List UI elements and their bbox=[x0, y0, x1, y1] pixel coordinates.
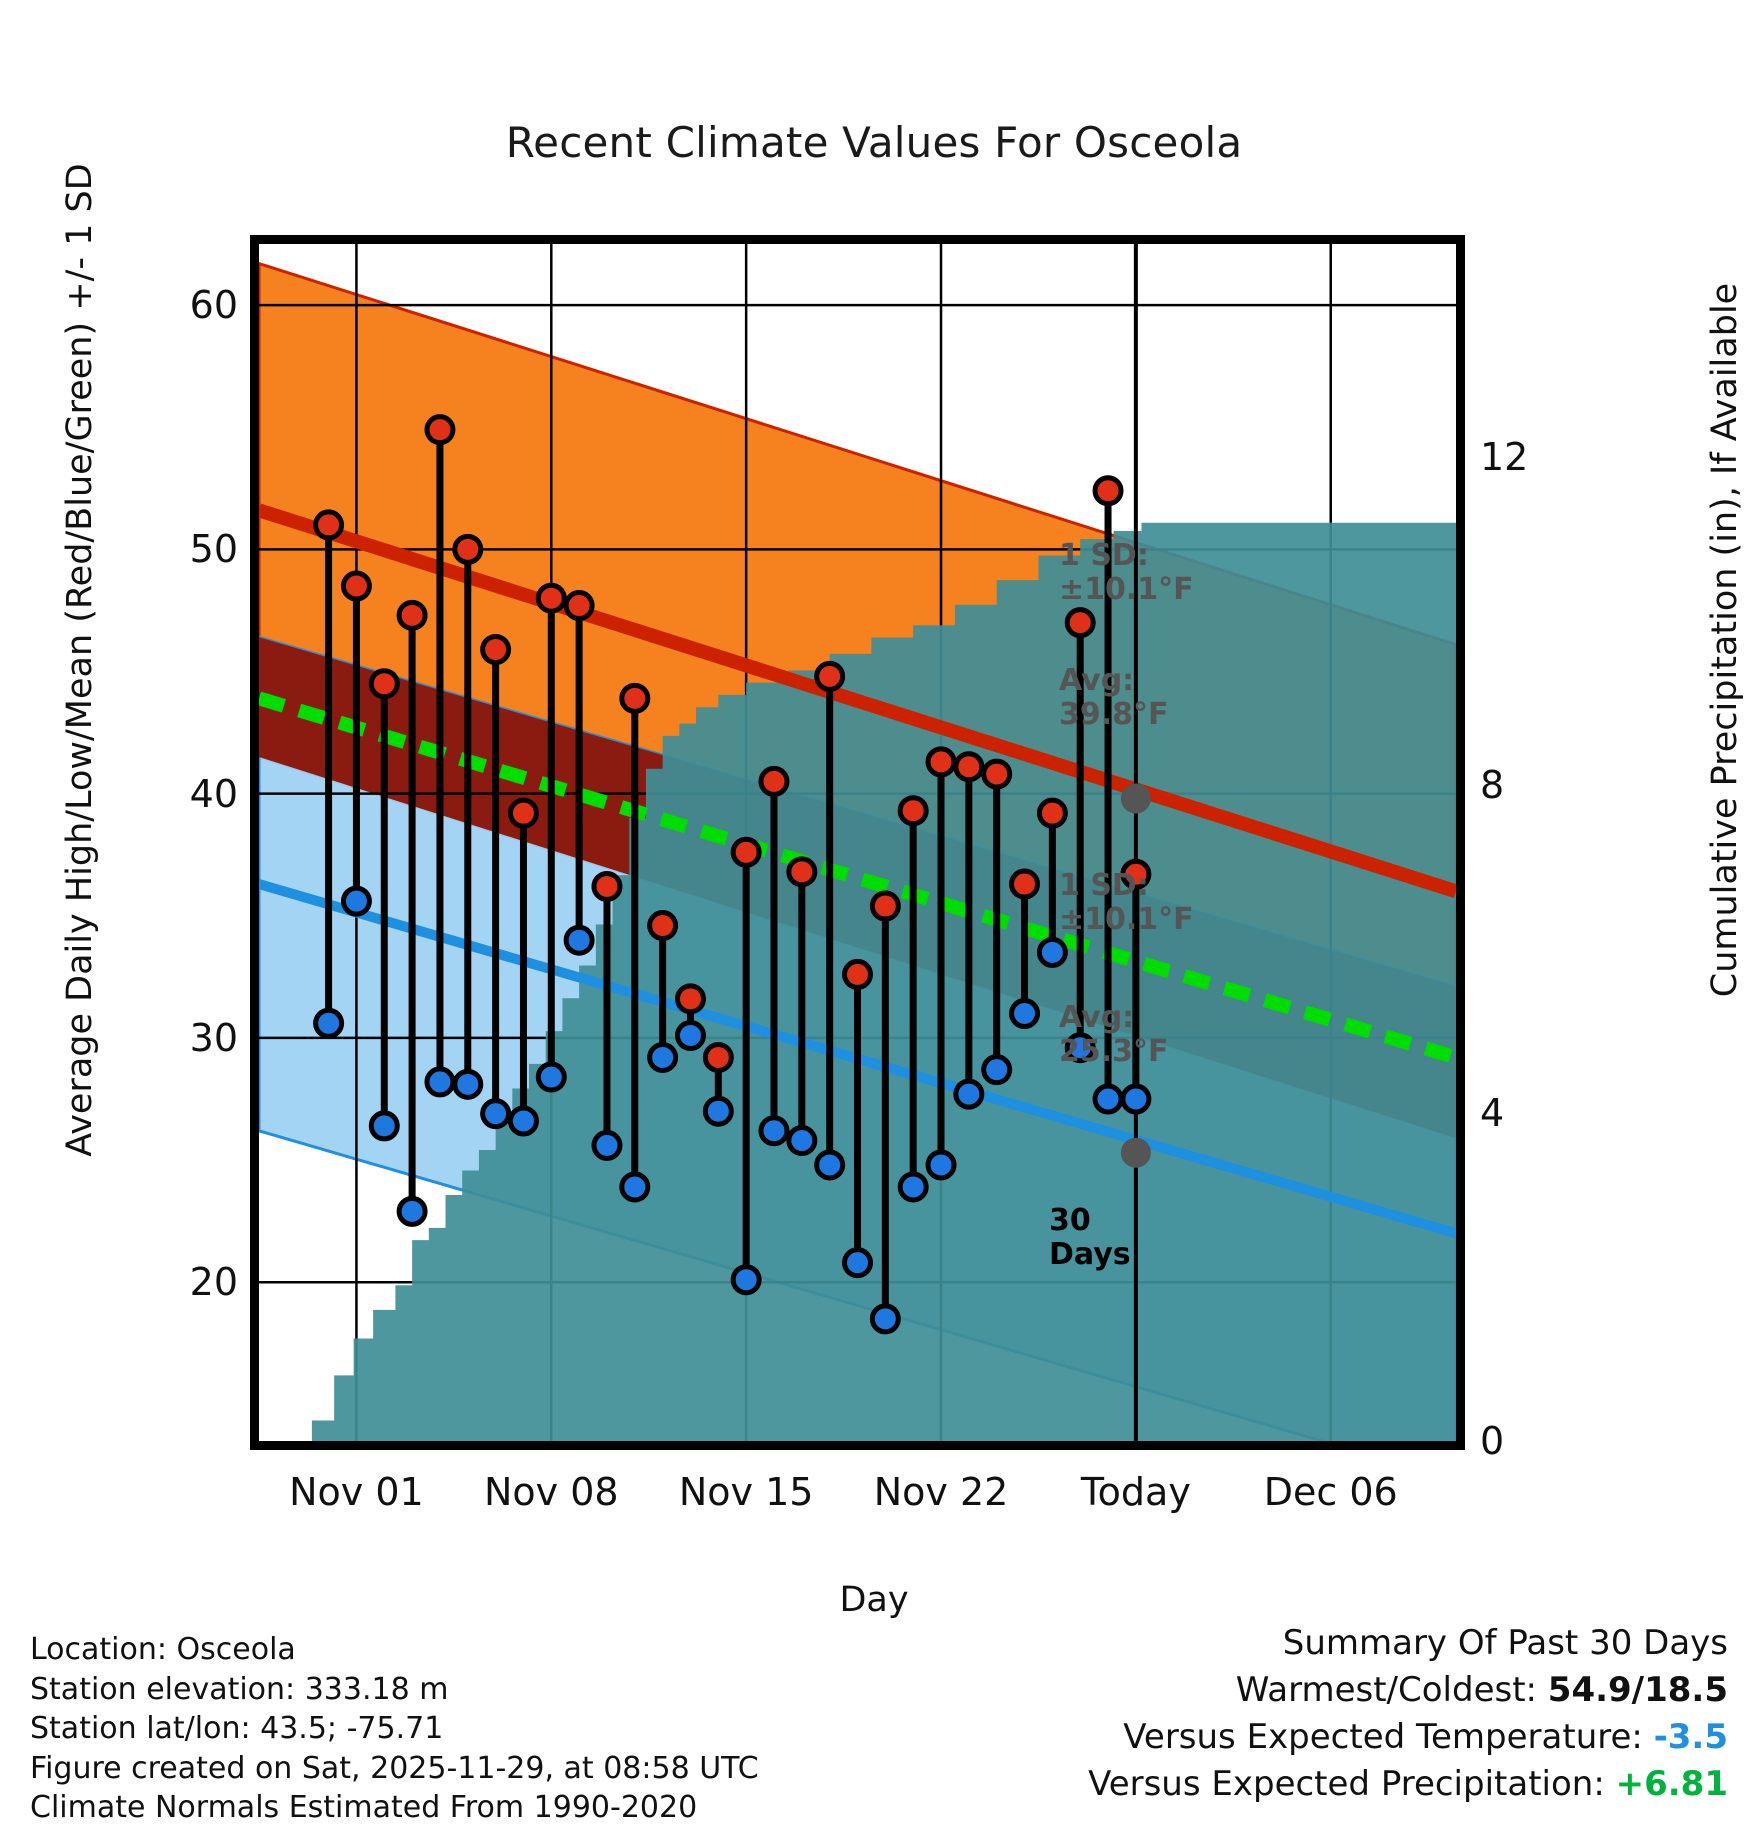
daily-low-marker bbox=[789, 1128, 815, 1154]
daily-high-marker bbox=[622, 685, 648, 711]
y-axis-ticks-left bbox=[120, 235, 238, 1450]
daily-high-marker bbox=[900, 798, 926, 824]
daily-low-marker bbox=[622, 1174, 648, 1200]
y-tick-label-right: 0 bbox=[1480, 1419, 1505, 1463]
footer-elevation: Station elevation: 333.18 m bbox=[30, 1671, 449, 1707]
footer-normals: Climate Normals Estimated From 1990-2020 bbox=[30, 1790, 698, 1826]
daily-high-marker bbox=[427, 417, 453, 443]
y-tick-label-left: 20 bbox=[189, 1260, 238, 1305]
daily-high-marker bbox=[316, 512, 342, 538]
x-tick-label: Nov 01 bbox=[289, 1470, 424, 1514]
annotation-sd-high: 1 SD: ±10.1°F bbox=[1059, 538, 1194, 607]
footer-created: Figure created on Sat, 2025-11-29, at 08:58 UTC bbox=[30, 1750, 759, 1786]
y-tick-label-right: 8 bbox=[1480, 763, 1505, 808]
daily-high-marker bbox=[399, 602, 425, 628]
daily-low-marker bbox=[677, 1022, 703, 1048]
daily-high-marker bbox=[1095, 478, 1121, 504]
daily-low-marker bbox=[733, 1267, 759, 1293]
daily-high-marker bbox=[761, 768, 787, 794]
daily-high-marker bbox=[650, 913, 676, 939]
y-tick-label-right: 4 bbox=[1480, 1091, 1505, 1136]
summary-vs-temperature bbox=[1088, 1714, 1728, 1761]
x-axis-label: Day bbox=[839, 1580, 909, 1620]
summary-panel bbox=[1088, 1620, 1728, 1808]
daily-high-marker bbox=[594, 873, 620, 899]
daily-high-marker bbox=[455, 536, 481, 562]
y-tick-label-left: 40 bbox=[189, 771, 238, 816]
x-tick-label: Nov 22 bbox=[873, 1470, 1009, 1514]
daily-low-marker bbox=[343, 888, 369, 914]
daily-low-marker bbox=[650, 1044, 676, 1070]
daily-low-marker bbox=[872, 1306, 898, 1332]
avg-high-dot bbox=[1121, 784, 1151, 814]
daily-low-marker bbox=[566, 927, 592, 953]
annotation-avg-high: Avg: 39.8°F bbox=[1059, 663, 1169, 732]
daily-low-marker bbox=[316, 1010, 342, 1036]
page-title: Recent Climate Values For Osceola bbox=[505, 118, 1243, 167]
y-tick-label-left: 60 bbox=[189, 283, 238, 328]
daily-low-marker bbox=[510, 1108, 536, 1134]
daily-high-marker bbox=[1012, 871, 1038, 897]
summary-warmest-coldest bbox=[1088, 1667, 1728, 1714]
daily-low-marker bbox=[1123, 1086, 1149, 1112]
plot-area bbox=[250, 235, 1465, 1450]
daily-high-marker bbox=[845, 961, 871, 987]
daily-low-marker bbox=[900, 1174, 926, 1200]
x-tick-label: Nov 08 bbox=[483, 1470, 619, 1514]
daily-low-marker bbox=[928, 1152, 954, 1178]
summary-vs-temperature-value: -3.5 bbox=[1653, 1716, 1728, 1757]
summary-vs-precipitation-value: +6.81 bbox=[1615, 1763, 1728, 1804]
annotation-avg-low: Avg: 25.3°F bbox=[1059, 1000, 1169, 1069]
daily-low-marker bbox=[761, 1118, 787, 1144]
daily-low-marker bbox=[1039, 939, 1065, 965]
footer-location: Location: Osceola bbox=[30, 1632, 296, 1667]
daily-high-marker bbox=[1039, 800, 1065, 826]
daily-high-marker bbox=[984, 761, 1010, 787]
daily-high-marker bbox=[789, 859, 815, 885]
daily-high-marker bbox=[566, 593, 592, 619]
daily-low-marker bbox=[427, 1069, 453, 1095]
daily-low-marker bbox=[455, 1071, 481, 1097]
daily-high-marker bbox=[371, 671, 397, 697]
daily-low-marker bbox=[371, 1113, 397, 1139]
summary-warmest-coldest-label: Warmest/Coldest: bbox=[1235, 1669, 1537, 1710]
daily-high-marker bbox=[343, 573, 369, 599]
daily-high-marker bbox=[956, 754, 982, 780]
y-axis-ticks-right bbox=[1480, 235, 1600, 1463]
footer-latlon: Station lat/lon: 43.5; -75.71 bbox=[30, 1711, 444, 1747]
summary-warmest-coldest-value: 54.9/18.5 bbox=[1547, 1669, 1728, 1710]
x-axis-ticks bbox=[250, 1470, 1465, 1530]
y-axis-label-right: Cumulative Precipitation (in), If Available bbox=[1705, 282, 1745, 998]
summary-vs-temperature-label: Versus Expected Temperature: bbox=[1123, 1716, 1643, 1757]
daily-high-marker bbox=[538, 585, 564, 611]
daily-low-marker bbox=[956, 1081, 982, 1107]
daily-high-marker bbox=[928, 749, 954, 775]
daily-low-marker bbox=[1095, 1086, 1121, 1112]
daily-low-marker bbox=[705, 1098, 731, 1124]
summary-heading: Summary Of Past 30 Days bbox=[1282, 1623, 1728, 1663]
daily-high-marker bbox=[733, 839, 759, 865]
summary-vs-precipitation-label: Versus Expected Precipitation: bbox=[1088, 1763, 1605, 1804]
y-tick-label-left: 30 bbox=[189, 1015, 238, 1060]
daily-low-marker bbox=[483, 1101, 509, 1127]
daily-high-marker bbox=[872, 893, 898, 919]
y-axis-label-left: Average Daily High/Low/Mean (Red/Blue/Green) +/- 1 SD bbox=[60, 163, 100, 1157]
footer-metadata bbox=[30, 1630, 759, 1828]
avg-low-dot bbox=[1121, 1138, 1151, 1168]
daily-low-marker bbox=[845, 1250, 871, 1276]
daily-low-marker bbox=[538, 1064, 564, 1090]
y-tick-label-left: 50 bbox=[189, 527, 238, 572]
daily-high-marker bbox=[817, 663, 843, 689]
x-tick-label: Nov 15 bbox=[678, 1470, 814, 1514]
daily-high-marker bbox=[1067, 610, 1093, 636]
daily-low-marker bbox=[817, 1152, 843, 1178]
daily-high-marker bbox=[510, 800, 536, 826]
daily-high-marker bbox=[705, 1044, 731, 1070]
daily-high-marker bbox=[677, 986, 703, 1012]
annotation-sd-low: 1 SD: ±10.1°F bbox=[1059, 868, 1194, 937]
x-tick-label: Dec 06 bbox=[1263, 1470, 1398, 1514]
climate-plot-svg bbox=[259, 244, 1456, 1441]
y-tick-label-right: 12 bbox=[1480, 435, 1529, 480]
summary-vs-precipitation bbox=[1088, 1761, 1728, 1808]
daily-low-marker bbox=[594, 1132, 620, 1158]
daily-high-marker bbox=[483, 637, 509, 663]
daily-low-marker bbox=[1012, 1001, 1038, 1027]
x-tick-label: Today bbox=[1080, 1470, 1191, 1514]
annotation-30-days: 30 Days bbox=[1049, 1203, 1131, 1272]
daily-low-marker bbox=[399, 1198, 425, 1224]
daily-low-marker bbox=[984, 1057, 1010, 1083]
